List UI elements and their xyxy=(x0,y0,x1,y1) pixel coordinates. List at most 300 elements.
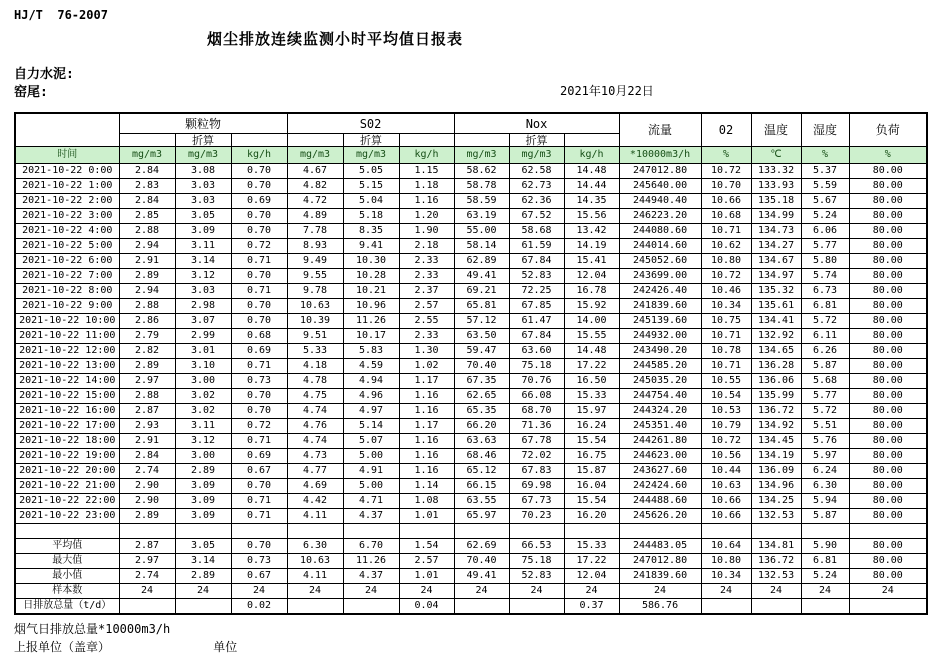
value-cell: 135.61 xyxy=(751,299,801,314)
value-cell: 136.72 xyxy=(751,404,801,419)
value-cell: 13.42 xyxy=(564,224,619,239)
value-cell: 10.62 xyxy=(701,239,751,254)
hourly-row xyxy=(15,389,927,404)
value-cell: 10.66 xyxy=(701,509,751,524)
value-cell: 5.14 xyxy=(343,419,399,434)
value-cell: 49.41 xyxy=(454,269,509,284)
value-cell: 2.85 xyxy=(119,209,175,224)
value-cell: 71.36 xyxy=(509,419,564,434)
value-cell: 16.75 xyxy=(564,449,619,464)
value-cell: 5.04 xyxy=(343,194,399,209)
value-cell xyxy=(751,524,801,539)
col-temp: 温度 xyxy=(751,113,801,147)
group-so2: S02 xyxy=(287,113,454,134)
value-cell: 10.30 xyxy=(343,254,399,269)
value-cell: 52.83 xyxy=(509,269,564,284)
value-cell: 2.94 xyxy=(119,284,175,299)
value-cell: 15.56 xyxy=(564,209,619,224)
row-label-cell: 2021-10-22 19:00 xyxy=(15,449,119,464)
value-cell: 16.50 xyxy=(564,374,619,389)
value-cell: 0.70 xyxy=(231,224,287,239)
value-cell: 10.17 xyxy=(343,329,399,344)
value-cell: 4.78 xyxy=(287,374,343,389)
value-cell: 0.70 xyxy=(231,314,287,329)
value-cell: 16.04 xyxy=(564,479,619,494)
value-cell: 6.70 xyxy=(343,539,399,554)
value-cell: 70.76 xyxy=(509,374,564,389)
value-cell: 134.92 xyxy=(751,419,801,434)
value-cell: 244623.00 xyxy=(619,449,701,464)
summary-body xyxy=(15,524,927,615)
value-cell: 80.00 xyxy=(849,434,927,449)
row-label-cell: 2021-10-22 8:00 xyxy=(15,284,119,299)
value-cell xyxy=(701,599,751,615)
value-cell: 0.72 xyxy=(231,419,287,434)
value-cell: 5.24 xyxy=(801,209,849,224)
header-group-row xyxy=(15,113,927,134)
value-cell: 67.84 xyxy=(509,254,564,269)
value-cell: 10.53 xyxy=(701,404,751,419)
value-cell xyxy=(119,599,175,615)
value-cell: 10.56 xyxy=(701,449,751,464)
value-cell: 10.44 xyxy=(701,464,751,479)
hourly-row xyxy=(15,494,927,509)
value-cell: 586.76 xyxy=(619,599,701,615)
sub-zhesuan-nox: 折算 xyxy=(509,134,564,147)
value-cell: 2.74 xyxy=(119,569,175,584)
value-cell: 3.09 xyxy=(175,479,231,494)
table-header xyxy=(15,113,927,164)
value-cell: 2.84 xyxy=(119,194,175,209)
value-cell: 2.89 xyxy=(119,359,175,374)
value-cell: 11.26 xyxy=(343,554,399,569)
value-cell: 9.49 xyxy=(287,254,343,269)
value-cell: 65.81 xyxy=(454,299,509,314)
value-cell: 3.09 xyxy=(175,509,231,524)
value-cell: 134.99 xyxy=(751,209,801,224)
value-cell: 4.11 xyxy=(287,569,343,584)
value-cell: 2.90 xyxy=(119,479,175,494)
value-cell: 244080.60 xyxy=(619,224,701,239)
value-cell: 1.01 xyxy=(399,569,454,584)
row-label-cell: 2021-10-22 6:00 xyxy=(15,254,119,269)
value-cell: 80.00 xyxy=(849,329,927,344)
value-cell: 5.76 xyxy=(801,434,849,449)
hourly-row xyxy=(15,359,927,374)
value-cell: 0.70 xyxy=(231,299,287,314)
value-cell: 10.39 xyxy=(287,314,343,329)
value-cell: 3.08 xyxy=(175,164,231,179)
value-cell: 3.00 xyxy=(175,374,231,389)
value-cell: 4.97 xyxy=(343,404,399,419)
value-cell: 80.00 xyxy=(849,209,927,224)
value-cell: 4.77 xyxy=(287,464,343,479)
row-label-cell: 2021-10-22 4:00 xyxy=(15,224,119,239)
row-label-cell: 2021-10-22 11:00 xyxy=(15,329,119,344)
value-cell: 2.79 xyxy=(119,329,175,344)
value-cell: 133.32 xyxy=(751,164,801,179)
value-cell: 2.89 xyxy=(119,509,175,524)
value-cell: 245035.20 xyxy=(619,374,701,389)
value-cell: 6.81 xyxy=(801,299,849,314)
value-cell: 5.77 xyxy=(801,239,849,254)
value-cell: 0.70 xyxy=(231,269,287,284)
value-cell: 24 xyxy=(564,584,619,599)
value-cell: 59.47 xyxy=(454,344,509,359)
value-cell: 5.77 xyxy=(801,389,849,404)
row-label-cell: 2021-10-22 18:00 xyxy=(15,434,119,449)
summary-row xyxy=(15,554,927,569)
hourly-row xyxy=(15,419,927,434)
value-cell: 10.63 xyxy=(287,299,343,314)
flow-total-note: 烟气日排放总量*10000m3/h xyxy=(14,622,171,636)
value-cell: 24 xyxy=(175,584,231,599)
value-cell: 24 xyxy=(454,584,509,599)
col-humidity: 湿度 xyxy=(801,113,849,147)
value-cell: 1.16 xyxy=(399,449,454,464)
value-cell: 1.01 xyxy=(399,509,454,524)
value-cell: 62.89 xyxy=(454,254,509,269)
header-units-row xyxy=(15,147,927,164)
value-cell: 80.00 xyxy=(849,509,927,524)
value-cell: 69.98 xyxy=(509,479,564,494)
value-cell: 80.00 xyxy=(849,389,927,404)
value-cell: 55.00 xyxy=(454,224,509,239)
value-cell: 244932.00 xyxy=(619,329,701,344)
value-cell: 4.72 xyxy=(287,194,343,209)
row-label-cell: 2021-10-22 17:00 xyxy=(15,419,119,434)
value-cell: 6.73 xyxy=(801,284,849,299)
value-cell: 134.81 xyxy=(751,539,801,554)
report-unit-label: 上报单位（盖章） xyxy=(14,640,111,654)
value-cell xyxy=(509,599,564,615)
value-cell: 80.00 xyxy=(849,299,927,314)
page-title: 烟尘排放连续监测小时平均值日报表 xyxy=(207,30,464,48)
value-cell: 246223.20 xyxy=(619,209,701,224)
value-cell: 15.54 xyxy=(564,434,619,449)
value-cell: 80.00 xyxy=(849,539,927,554)
sub-blank xyxy=(119,134,175,147)
value-cell: 2.82 xyxy=(119,344,175,359)
value-cell: 2.98 xyxy=(175,299,231,314)
value-cell: 62.65 xyxy=(454,389,509,404)
value-cell: 244261.80 xyxy=(619,434,701,449)
value-cell: 245351.40 xyxy=(619,419,701,434)
value-cell: 247012.80 xyxy=(619,554,701,569)
value-cell: 1.16 xyxy=(399,404,454,419)
value-cell: 4.59 xyxy=(343,359,399,374)
value-cell: 9.41 xyxy=(343,239,399,254)
summary-row xyxy=(15,569,927,584)
value-cell: 24 xyxy=(619,584,701,599)
value-cell: 134.27 xyxy=(751,239,801,254)
value-cell: 7.78 xyxy=(287,224,343,239)
unit-cell: mg/m3 xyxy=(343,147,399,164)
value-cell: 80.00 xyxy=(849,569,927,584)
value-cell: 245052.60 xyxy=(619,254,701,269)
value-cell: 67.73 xyxy=(509,494,564,509)
time-header-blank xyxy=(15,113,119,147)
value-cell: 10.68 xyxy=(701,209,751,224)
value-cell: 2.91 xyxy=(119,254,175,269)
value-cell: 4.94 xyxy=(343,374,399,389)
value-cell: 5.59 xyxy=(801,179,849,194)
value-cell: 0.70 xyxy=(231,389,287,404)
value-cell: 0.73 xyxy=(231,554,287,569)
value-cell: 136.09 xyxy=(751,464,801,479)
value-cell: 62.36 xyxy=(509,194,564,209)
value-cell: 6.24 xyxy=(801,464,849,479)
value-cell: 242426.40 xyxy=(619,284,701,299)
value-cell: 72.02 xyxy=(509,449,564,464)
value-cell: 62.69 xyxy=(454,539,509,554)
value-cell: 16.20 xyxy=(564,509,619,524)
value-cell: 2.57 xyxy=(399,299,454,314)
unit-cell: mg/m3 xyxy=(454,147,509,164)
value-cell: 2.33 xyxy=(399,329,454,344)
value-cell: 5.87 xyxy=(801,359,849,374)
value-cell: 5.33 xyxy=(287,344,343,359)
value-cell: 63.19 xyxy=(454,209,509,224)
value-cell: 5.07 xyxy=(343,434,399,449)
hourly-row xyxy=(15,464,927,479)
row-label-cell: 2021-10-22 10:00 xyxy=(15,314,119,329)
row-label-cell: 最大值 xyxy=(15,554,119,569)
value-cell: 17.22 xyxy=(564,554,619,569)
value-cell: 4.91 xyxy=(343,464,399,479)
value-cell: 24 xyxy=(701,584,751,599)
hourly-row xyxy=(15,254,927,269)
value-cell: 245640.00 xyxy=(619,179,701,194)
value-cell: 6.81 xyxy=(801,554,849,569)
value-cell: 14.00 xyxy=(564,314,619,329)
value-cell: 2.89 xyxy=(175,464,231,479)
value-cell: 58.59 xyxy=(454,194,509,209)
value-cell: 5.24 xyxy=(801,569,849,584)
value-cell: 80.00 xyxy=(849,479,927,494)
value-cell: 5.51 xyxy=(801,419,849,434)
value-cell: 4.82 xyxy=(287,179,343,194)
value-cell: 4.73 xyxy=(287,449,343,464)
value-cell: 135.18 xyxy=(751,194,801,209)
value-cell: 1.17 xyxy=(399,419,454,434)
value-cell: 0.70 xyxy=(231,209,287,224)
value-cell: 15.33 xyxy=(564,539,619,554)
value-cell: 134.67 xyxy=(751,254,801,269)
value-cell: 24 xyxy=(119,584,175,599)
value-cell xyxy=(801,599,849,615)
value-cell: 2.91 xyxy=(119,434,175,449)
value-cell: 10.72 xyxy=(701,434,751,449)
hourly-row xyxy=(15,239,927,254)
unit-cell: mg/m3 xyxy=(119,147,175,164)
value-cell: 80.00 xyxy=(849,449,927,464)
value-cell: 0.71 xyxy=(231,509,287,524)
row-label-cell: 2021-10-22 20:00 xyxy=(15,464,119,479)
value-cell: 245626.20 xyxy=(619,509,701,524)
value-cell: 2.89 xyxy=(119,269,175,284)
unit-cell: mg/m3 xyxy=(509,147,564,164)
value-cell: 3.03 xyxy=(175,179,231,194)
value-cell: 80.00 xyxy=(849,359,927,374)
value-cell: 52.83 xyxy=(509,569,564,584)
value-cell: 10.71 xyxy=(701,359,751,374)
value-cell: 75.18 xyxy=(509,359,564,374)
value-cell xyxy=(509,524,564,539)
value-cell: 10.21 xyxy=(343,284,399,299)
unit-cell: *10000m3/h xyxy=(619,147,701,164)
value-cell: 6.11 xyxy=(801,329,849,344)
value-cell: 16.78 xyxy=(564,284,619,299)
sub-zhesuan-pm: 折算 xyxy=(175,134,231,147)
time-label: 时间 xyxy=(15,147,119,164)
value-cell: 0.71 xyxy=(231,284,287,299)
value-cell: 63.50 xyxy=(454,329,509,344)
value-cell: 8.35 xyxy=(343,224,399,239)
unit-cell: mg/m3 xyxy=(175,147,231,164)
hourly-row xyxy=(15,509,927,524)
value-cell: 66.08 xyxy=(509,389,564,404)
value-cell: 2.94 xyxy=(119,239,175,254)
value-cell: 58.78 xyxy=(454,179,509,194)
value-cell: 80.00 xyxy=(849,494,927,509)
row-label-cell xyxy=(15,524,119,539)
value-cell: 80.00 xyxy=(849,164,927,179)
value-cell: 10.54 xyxy=(701,389,751,404)
value-cell: 4.96 xyxy=(343,389,399,404)
value-cell: 15.55 xyxy=(564,329,619,344)
value-cell: 80.00 xyxy=(849,419,927,434)
value-cell: 5.94 xyxy=(801,494,849,509)
value-cell: 6.26 xyxy=(801,344,849,359)
value-cell: 14.48 xyxy=(564,344,619,359)
value-cell: 16.24 xyxy=(564,419,619,434)
value-cell xyxy=(287,599,343,615)
sub-blank xyxy=(454,134,509,147)
value-cell: 63.60 xyxy=(509,344,564,359)
value-cell: 4.18 xyxy=(287,359,343,374)
value-cell xyxy=(751,599,801,615)
value-cell: 10.34 xyxy=(701,299,751,314)
value-cell: 10.63 xyxy=(701,479,751,494)
value-cell: 0.69 xyxy=(231,449,287,464)
hourly-row xyxy=(15,224,927,239)
value-cell: 65.35 xyxy=(454,404,509,419)
company-label: 自力水泥: xyxy=(14,67,74,82)
value-cell: 2.88 xyxy=(119,389,175,404)
value-cell: 10.55 xyxy=(701,374,751,389)
row-label-cell: 2021-10-22 1:00 xyxy=(15,179,119,194)
value-cell: 0.69 xyxy=(231,194,287,209)
value-cell: 68.70 xyxy=(509,404,564,419)
row-label-cell: 样本数 xyxy=(15,584,119,599)
value-cell: 0.67 xyxy=(231,569,287,584)
value-cell: 4.67 xyxy=(287,164,343,179)
value-cell: 63.55 xyxy=(454,494,509,509)
row-label-cell: 2021-10-22 0:00 xyxy=(15,164,119,179)
value-cell: 3.12 xyxy=(175,269,231,284)
value-cell: 3.01 xyxy=(175,344,231,359)
value-cell: 4.75 xyxy=(287,389,343,404)
value-cell: 4.37 xyxy=(343,509,399,524)
value-cell: 67.84 xyxy=(509,329,564,344)
value-cell: 24 xyxy=(287,584,343,599)
value-cell: 10.71 xyxy=(701,224,751,239)
value-cell: 135.32 xyxy=(751,284,801,299)
value-cell: 242424.60 xyxy=(619,479,701,494)
value-cell: 4.69 xyxy=(287,479,343,494)
value-cell xyxy=(175,524,231,539)
value-cell: 2.74 xyxy=(119,464,175,479)
value-cell: 0.71 xyxy=(231,434,287,449)
value-cell: 10.66 xyxy=(701,194,751,209)
value-cell: 66.53 xyxy=(509,539,564,554)
value-cell: 247012.80 xyxy=(619,164,701,179)
value-cell: 4.89 xyxy=(287,209,343,224)
value-cell: 61.59 xyxy=(509,239,564,254)
value-cell: 1.30 xyxy=(399,344,454,359)
value-cell: 0.71 xyxy=(231,359,287,374)
value-cell: 1.16 xyxy=(399,464,454,479)
value-cell: 5.37 xyxy=(801,164,849,179)
value-cell: 10.80 xyxy=(701,254,751,269)
value-cell xyxy=(343,524,399,539)
value-cell: 3.02 xyxy=(175,404,231,419)
value-cell: 10.34 xyxy=(701,569,751,584)
value-cell: 0.72 xyxy=(231,239,287,254)
value-cell: 2.90 xyxy=(119,494,175,509)
value-cell: 3.14 xyxy=(175,554,231,569)
value-cell: 2.37 xyxy=(399,284,454,299)
value-cell: 0.02 xyxy=(231,599,287,615)
group-nox: Nox xyxy=(454,113,619,134)
unit-label: 单位 xyxy=(213,640,238,654)
value-cell: 2.86 xyxy=(119,314,175,329)
value-cell xyxy=(454,524,509,539)
value-cell: 3.09 xyxy=(175,494,231,509)
col-flow: 流量 xyxy=(619,113,701,147)
value-cell: 68.46 xyxy=(454,449,509,464)
unit-cell: kg/h xyxy=(231,147,287,164)
value-cell: 4.74 xyxy=(287,434,343,449)
row-label-cell: 日排放总量（t/d） xyxy=(15,599,119,615)
hourly-row xyxy=(15,194,927,209)
value-cell: 15.41 xyxy=(564,254,619,269)
value-cell: 80.00 xyxy=(849,254,927,269)
value-cell: 9.51 xyxy=(287,329,343,344)
group-pm: 颗粒物 xyxy=(119,113,287,134)
hourly-row xyxy=(15,479,927,494)
value-cell: 80.00 xyxy=(849,284,927,299)
value-cell: 4.11 xyxy=(287,509,343,524)
spacer-row xyxy=(15,524,927,539)
value-cell: 5.00 xyxy=(343,479,399,494)
value-cell: 1.16 xyxy=(399,434,454,449)
value-cell: 1.08 xyxy=(399,494,454,509)
value-cell: 80.00 xyxy=(849,224,927,239)
value-cell: 2.83 xyxy=(119,179,175,194)
value-cell: 80.00 xyxy=(849,194,927,209)
value-cell: 134.65 xyxy=(751,344,801,359)
value-cell: 5.72 xyxy=(801,314,849,329)
value-cell: 244483.05 xyxy=(619,539,701,554)
value-cell: 2.84 xyxy=(119,449,175,464)
value-cell: 10.71 xyxy=(701,329,751,344)
value-cell: 2.84 xyxy=(119,164,175,179)
value-cell: 5.72 xyxy=(801,404,849,419)
value-cell: 10.63 xyxy=(287,554,343,569)
hourly-row xyxy=(15,179,927,194)
